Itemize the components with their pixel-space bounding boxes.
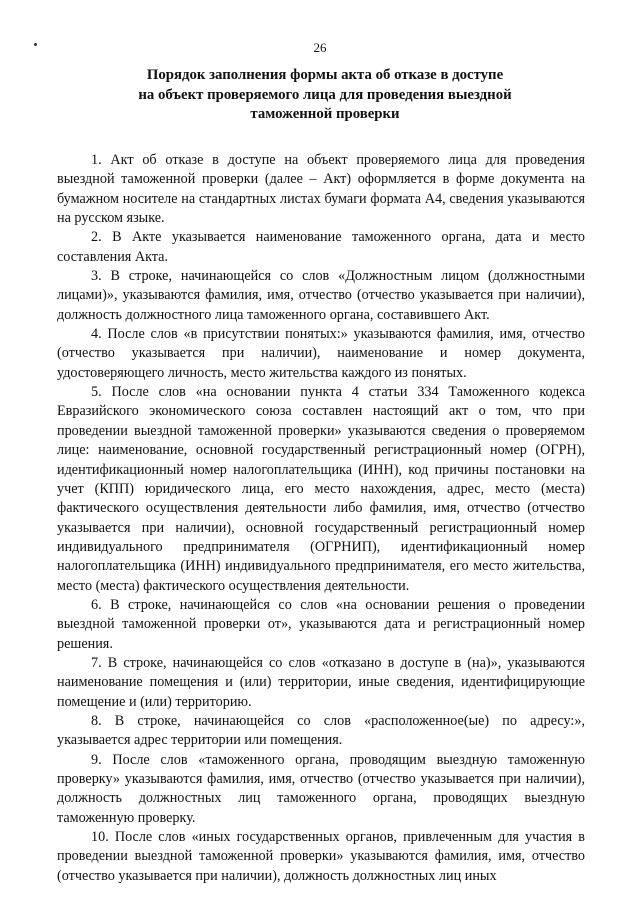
paragraph-8: 8. В строке, начинающейся со слов «расположенное(ые) по адресу:», указывается адрес территории или помещения.: [57, 712, 585, 749]
document-title: [110, 66, 540, 125]
title-line-1: Порядок заполнения формы акта об отказе в доступе: [146, 67, 504, 83]
paragraph-4: 4. После слов «в присутствии понятых:» указываются фамилия, имя, отчество (отчество указывается при наличии), наименование и номер документа, удостоверяющего личность, место жительства каждого из понятых.: [57, 326, 585, 381]
title-line-3: таможенной проверки: [250, 106, 400, 122]
title-line-2: на объект проверяемого лица для проведения выездной: [138, 86, 512, 103]
paragraph-9: 9. После слов «таможенного органа, проводящим выездную таможенную проверку» указываются фамилия, имя, отчество (отчество указывается при наличии), должность должностных лиц таможенного органа, проводящих выездную таможенную проверку.: [57, 751, 585, 826]
paragraph-7: 7. В строке, начинающейся со слов «отказано в доступе в (на)», указываются наименование помещения и (или) территории, иные сведения, идентифицирующие помещение и (или) территорию.: [57, 654, 585, 710]
page-number: 26: [313, 40, 327, 55]
paragraph-2: 2. В Акте указывается наименование таможенного органа, дата и место составления Акта.: [57, 229, 585, 265]
paragraph-5: 5. После слов «на основании пункта 4 статьи 334 Таможенного кодекса Евразийского экономического союза составлен настоящий акт о том, что при проведении выездной таможенной проверки» указываются сведения о проверяемом лице: наименование, основной государственный регистрационный номер (ОГРН), идентификационный номер налогоплательщика (ИНН), код причины постановки на учет (КПП) юридического лица, его место нахождения, адрес, место (места) фактического осуществления деятельности либо фамилия, имя, отчество (отчество указывается при наличии), основной государственный регистрационный номер индивидуального предпринимателя (ОГРНИП), идентификационный номер налогоплательщика (ИНН) индивидуального предпринимателя, его место жительства, место (места) фактического осуществления деятельности.: [57, 384, 585, 594]
paragraph-1: 1. Акт об отказе в доступе на объект проверяемого лица для проведения выездной таможенной проверки (далее – Акт) оформляется в форме документа на бумажном носителе на стандартных листах бумаги формата А4, сведения указываются на русском языке.: [57, 152, 585, 227]
document-body: [57, 151, 585, 886]
paragraph-6: 6. В строке, начинающейся со слов «на основании решения о проведении выездной таможенной проверки от», указываются дата и регистрационный номер решения.: [57, 596, 585, 652]
paragraph-3: 3. В строке, начинающейся со слов «Должностным лицом (должностными лицами)», указываются фамилия, имя, отчество (отчество указывается при наличии), должность должностного лица таможенного органа, составившего Акт.: [57, 268, 585, 323]
paragraph-10: 10. После слов «иных государственных органов, привлеченным для участия в проведении выездной таможенной проверки» указываются фамилия, имя, отчество (отчество указывается при наличии), должность должностных лиц иных: [57, 829, 585, 884]
